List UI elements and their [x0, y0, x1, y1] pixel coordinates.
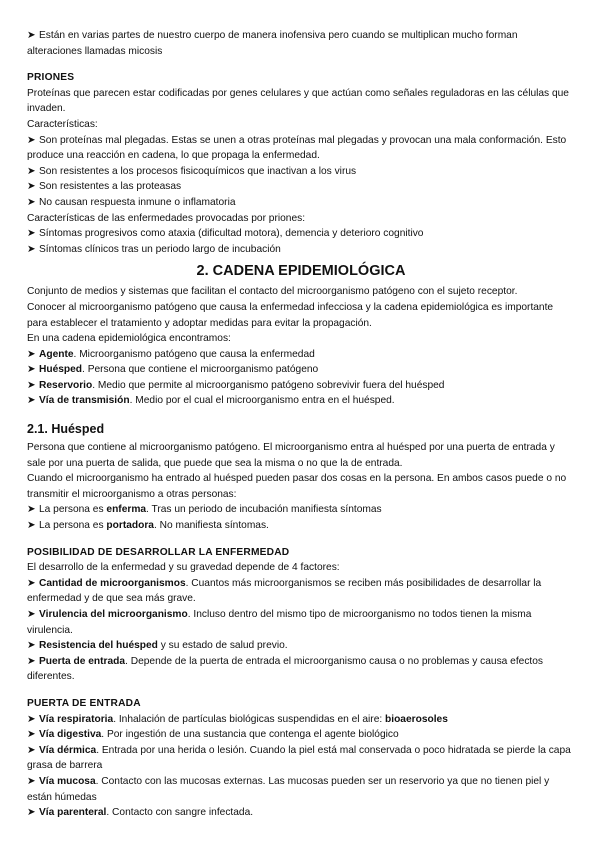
list-item: ➤ Resistencia del huésped y su estado de salud previo. — [27, 638, 575, 654]
list-item: ➤ Vía mucosa. Contacto con las mucosas externas. Las mucosas pueden ser un reservorio ya que no tienen piel y están húmedas — [27, 775, 550, 803]
arrow-bullet-icon: ➤ — [27, 729, 36, 741]
list-item: ➤ Síntomas clínicos tras un periodo largo de incubación — [27, 242, 575, 258]
list-item: ➤ Vía de transmisión. Medio por el cual el microorganismo entra en el huésped. — [27, 393, 575, 409]
huesped-paragraph-2: Cuando el microorganismo ha entrado al huésped pueden pasar dos cosas en la persona. En ambos casos puede o no transmitir el microorganismo a otras personas: — [27, 473, 567, 500]
priones-description: Proteínas que parecen estar codificadas por genes celulares y que actúan como señales reguladoras en las células que invaden. — [27, 87, 569, 115]
arrow-bullet-icon: ➤ — [27, 520, 36, 532]
priones-heading: PRIONES — [27, 72, 75, 84]
list-item: ➤ Agente. Microorganismo patógeno que causa la enfermedad — [27, 347, 575, 363]
posibilidad-heading: POSIBILIDAD DE DESARROLLAR LA ENFERMEDAD — [27, 546, 290, 558]
arrow-bullet-icon: ➤ — [27, 30, 36, 41]
arrow-bullet-icon: ➤ — [27, 228, 36, 240]
list-item: ➤ Puerta de entrada. Depende de la puerta de entrada el microorganismo causa o no problemas y causa efectos diferentes. — [27, 655, 543, 683]
puerta-heading: PUERTA DE ENTRADA — [27, 697, 141, 709]
arrow-bullet-icon: ➤ — [27, 655, 36, 667]
arrow-bullet-icon: ➤ — [27, 165, 36, 177]
list-item: ➤ Huésped. Persona que contiene el microorganismo patógeno — [27, 362, 575, 378]
arrow-bullet-icon: ➤ — [27, 395, 36, 407]
arrow-bullet-icon: ➤ — [27, 348, 36, 360]
arrow-bullet-icon: ➤ — [27, 364, 36, 376]
priones-diseases-label: Características de las enfermedades provocadas por priones: — [27, 212, 306, 224]
arrow-bullet-icon: ➤ — [27, 744, 36, 756]
list-item: ➤ No causan respuesta inmune o inflamatoria — [27, 195, 575, 211]
arrow-bullet-icon: ➤ — [27, 640, 36, 652]
list-item: ➤ Vía respiratoria. Inhalación de partículas biológicas suspendidas en el aire: bioaerosoles — [27, 712, 575, 728]
list-item: ➤ Virulencia del microorganismo. Incluso dentro del mismo tipo de microorganismo no todos tienen la misma virulencia. — [27, 609, 532, 636]
arrow-bullet-icon: ➤ — [27, 181, 36, 193]
arrow-bullet-icon: ➤ — [27, 196, 36, 208]
subsection-title-huesped: 2.1. Huésped — [27, 422, 105, 437]
cadena-paragraph-3: En una cadena epidemiológica encontramos: — [27, 333, 231, 345]
arrow-bullet-icon: ➤ — [27, 775, 36, 787]
list-item: ➤ Síntomas progresivos como ataxia (dificultad motora), demencia y deterioro cognitivo — [27, 226, 575, 242]
list-item: ➤ Vía dérmica. Entrada por una herida o lesión. Cuando la piel está mal conservada o poco hidratada se pierde la capa grasa de barrera — [27, 744, 571, 772]
huesped-paragraph-1: Persona que contiene al microorganismo patógeno. El microorganismo entra al huésped por una puerta de entrada y sale por una puerta de salida, que puede que sea la misma o no que la de entrada. — [27, 442, 555, 469]
list-item: ➤ La persona es portadora. No manifiesta síntomas. — [27, 518, 575, 534]
list-item: ➤ Son resistentes a las proteasas — [27, 179, 575, 195]
cadena-paragraph-2: Conocer al microorganismo patógeno que causa la enfermedad infecciosa y la cadena epidemiológica es importante para establecer el tratamiento y adoptar medidas para evitar la propagación. — [27, 301, 554, 329]
arrow-bullet-icon: ➤ — [27, 134, 36, 146]
list-item: ➤ Cantidad de microorganismos. Cuantos más microorganismos se reciben más posibilidades de desarrollar la enfermedad y de que sea más grave. — [27, 577, 542, 605]
list-item: ➤ Son proteínas mal plegadas. Estas se unen a otras proteínas mal plegadas y provocan una mala conformación. Esto produce una reacción en cadena, lo que propaga la enfermedad. — [27, 134, 567, 162]
arrow-bullet-icon: ➤ — [27, 379, 36, 391]
arrow-bullet-icon: ➤ — [27, 713, 36, 725]
section-title-cadena: 2. CADENA EPIDEMIOLÓGICA — [196, 263, 406, 280]
list-item: ➤ Reservorio. Medio que permite al microorganismo patógeno sobrevivir fuera del huésped — [27, 378, 575, 394]
list-item: ➤ Vía digestiva. Por ingestión de una sustancia que contenga el agente biológico — [27, 727, 575, 743]
arrow-bullet-icon: ➤ — [27, 243, 36, 255]
arrow-bullet-icon: ➤ — [27, 577, 36, 589]
list-item: ➤ La persona es enferma. Tras un periodo de incubación manifiesta síntomas — [27, 502, 575, 518]
arrow-bullet-icon: ➤ — [27, 609, 36, 620]
posibilidad-paragraph: El desarrollo de la enfermedad y su gravedad depende de 4 factores: — [27, 562, 340, 574]
intro-bullet: ➤ Están en varias partes de nuestro cuerpo de manera inofensiva pero cuando se multiplican mucho forman alteraciones llamadas micosis — [27, 30, 518, 57]
list-item: ➤ Vía parenteral. Contacto con sangre infectada. — [27, 805, 575, 821]
arrow-bullet-icon: ➤ — [27, 504, 36, 516]
document-page — [27, 28, 575, 821]
cadena-paragraph-1: Conjunto de medios y sistemas que facilitan el contacto del microorganismo patógeno con el sujeto receptor. — [27, 286, 518, 298]
list-item: ➤ Son resistentes a los procesos fisicoquímicos que inactivan a los virus — [27, 164, 575, 180]
arrow-bullet-icon: ➤ — [27, 807, 36, 819]
priones-characteristics-label: Características: — [27, 118, 98, 130]
